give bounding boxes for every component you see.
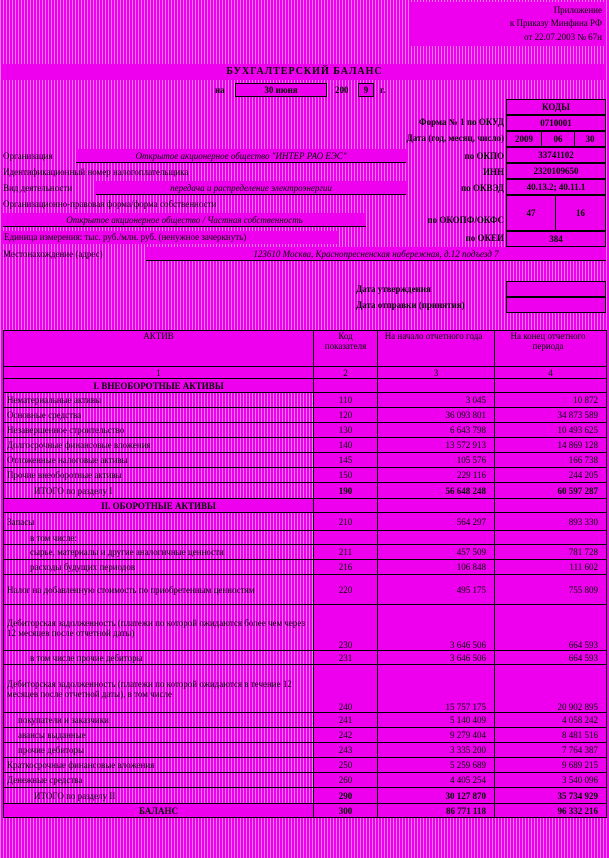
- okfs-code: 16: [555, 195, 606, 231]
- section-title: I. ВНЕОБОРОТНЫЕ АКТИВЫ: [4, 379, 314, 393]
- sending-date-label: Дата отправки (принятия): [356, 300, 465, 310]
- row-code: 110: [314, 393, 378, 408]
- header-code: Код показателя: [314, 331, 378, 367]
- org-label: Организация: [3, 151, 53, 161]
- row-start: 457 509: [378, 545, 495, 560]
- table-row: [4, 408, 607, 423]
- row-start: 9 279 404: [378, 728, 495, 743]
- address-value: 123610 Москва, Краснопресненская набережная, д.12 подъезд 7: [146, 247, 606, 261]
- including-label: в том числе:: [4, 531, 314, 545]
- units-label: Единица измерения: тыс. руб./млн. руб. (ненужное зачеркнуть): [3, 231, 338, 244]
- row-end: 781 728: [495, 545, 607, 560]
- row-name: покупатели и заказчики: [4, 713, 314, 728]
- row-end: 9 689 215: [495, 758, 607, 773]
- okei-label: по ОКЕИ: [465, 233, 504, 243]
- legal-form-value: Открытое акционерное общество / Частная собственность: [3, 213, 366, 227]
- balance-start: 86 771 118: [378, 804, 495, 818]
- total-end: 60 597 287: [495, 483, 607, 499]
- table-number-row: [4, 367, 607, 379]
- appendix-line-3: от 22.07.2003 № 67н: [524, 32, 602, 42]
- legal-form-label: Организационно-правовая форма/форма собственности: [3, 199, 217, 209]
- table-row: [4, 468, 607, 483]
- row-start: 5 140 409: [378, 713, 495, 728]
- row-end: 893 330: [495, 513, 607, 531]
- okpo-label: по ОКПО: [464, 151, 504, 161]
- row-start: 495 175: [378, 575, 495, 605]
- row-name: расходы будущих периодов: [4, 560, 314, 575]
- total-code: 190: [314, 483, 378, 499]
- row-name: Основные средства: [4, 408, 314, 423]
- row-name: Долгосрочные финансовые вложения: [4, 438, 314, 453]
- table-row: [4, 665, 607, 713]
- appendix-line-1: Приложение: [553, 5, 602, 15]
- row-start: 106 848: [378, 560, 495, 575]
- date-label: Дата (год, месяц, число): [406, 133, 504, 143]
- row-code: 243: [314, 743, 378, 758]
- row-code: 120: [314, 408, 378, 423]
- form-code: 0710001: [506, 115, 606, 131]
- codes-header: КОДЫ: [506, 99, 606, 115]
- approval-date-field: [506, 281, 606, 297]
- row-code: 150: [314, 468, 378, 483]
- table-row: [4, 560, 607, 575]
- row-end: 4 058 242: [495, 713, 607, 728]
- appendix-block: [410, 2, 606, 46]
- row-start: 6 643 798: [378, 423, 495, 438]
- header-start: На начало отчетного года: [378, 331, 495, 367]
- section-row: [4, 379, 607, 393]
- col-number-4: 4: [495, 367, 607, 379]
- inn-short-label: ИНН: [482, 167, 504, 177]
- table-row: [4, 453, 607, 468]
- row-name: Прочие внеоборотные активы: [4, 468, 314, 483]
- table-row: [4, 605, 607, 651]
- row-start: 105 576: [378, 453, 495, 468]
- address-label: Местонахождение (адрес): [3, 249, 103, 259]
- row-end: 14 869 128: [495, 438, 607, 453]
- period-year-digit: 9: [358, 83, 374, 97]
- row-end: 10 872: [495, 393, 607, 408]
- okpo-code: 33741102: [506, 147, 606, 163]
- balance-row: [4, 804, 607, 818]
- okopf-label: по ОКОПФ/ОКФС: [427, 215, 504, 225]
- row-end: 166 738: [495, 453, 607, 468]
- table-row: [4, 575, 607, 605]
- row-start: 3 646 506: [378, 651, 495, 665]
- table-row: [4, 713, 607, 728]
- row-start: 15 757 175: [378, 665, 495, 713]
- row-start: 13 572 913: [378, 438, 495, 453]
- row-code: 216: [314, 560, 378, 575]
- row-code: 211: [314, 545, 378, 560]
- row-name: в том числе прочие дебиторы: [4, 651, 314, 665]
- col-number-1: 1: [4, 367, 314, 379]
- row-name: Дебиторская задолженность (платежи по которой ожидаются в течение 12 месяцев после отчетной даты), в том числе: [4, 665, 314, 713]
- balance-table: [3, 330, 607, 818]
- col-number-3: 3: [378, 367, 495, 379]
- table-row: [4, 758, 607, 773]
- table-row: [4, 513, 607, 531]
- row-end: 8 481 516: [495, 728, 607, 743]
- row-end: 20 902 895: [495, 665, 607, 713]
- row-end: 664 593: [495, 651, 607, 665]
- row-name: Налог на добавленную стоимость по приобретенным ценностям: [4, 575, 314, 605]
- row-code: 130: [314, 423, 378, 438]
- row-code: 145: [314, 453, 378, 468]
- table-row: [4, 393, 607, 408]
- table-row: [4, 423, 607, 438]
- header-asset: АКТИВ: [4, 331, 314, 367]
- table-row: [4, 438, 607, 453]
- total-start: 56 648 248: [378, 483, 495, 499]
- period-prefix: на: [215, 85, 225, 95]
- row-name: Краткосрочные финансовые вложения: [4, 758, 314, 773]
- table-row: [4, 728, 607, 743]
- col-number-2: 2: [314, 367, 378, 379]
- activity-label: Вид деятельности: [3, 183, 73, 193]
- total-row: [4, 483, 607, 499]
- okved-code: 40.13.2; 40.11.1: [506, 179, 606, 195]
- activity-value: передача и распределение электроэнергии: [96, 181, 406, 195]
- table-row: [4, 531, 607, 545]
- row-end: 10 493 625: [495, 423, 607, 438]
- row-code: 240: [314, 665, 378, 713]
- row-end: 34 873 589: [495, 408, 607, 423]
- balance-code: 300: [314, 804, 378, 818]
- row-start: 4 405 254: [378, 773, 495, 788]
- date-day: 30: [574, 131, 606, 147]
- form-label: Форма № 1 по ОКУД: [418, 117, 504, 127]
- okved-label: по ОКВЭД: [460, 183, 504, 193]
- row-name: Денежные средства: [4, 773, 314, 788]
- table-header-row: [4, 331, 607, 367]
- inn-value: 2320109650: [506, 163, 606, 179]
- table-row: [4, 773, 607, 788]
- total-name: ИТОГО по разделу II: [4, 788, 314, 804]
- row-start: 3 335 200: [378, 743, 495, 758]
- org-value: Открытое акционерное общество "ИНТЕР РАО ЕЭС": [76, 149, 406, 163]
- balance-name: БАЛАНС: [4, 804, 314, 818]
- row-code: 250: [314, 758, 378, 773]
- row-code: 260: [314, 773, 378, 788]
- row-name: Отложенные налоговые активы: [4, 453, 314, 468]
- table-row: [4, 743, 607, 758]
- row-code: 242: [314, 728, 378, 743]
- date-year: 2009: [506, 131, 542, 147]
- row-start: 3 045: [378, 393, 495, 408]
- total-start: 30 127 870: [378, 788, 495, 804]
- header-end: На конец отчетного периода: [495, 331, 607, 367]
- row-name: Запасы: [4, 513, 314, 531]
- total-row: [4, 788, 607, 804]
- date-month: 06: [541, 131, 575, 147]
- page-title: БУХГАЛТЕРСКИЙ БАЛАНС: [3, 64, 606, 80]
- table-row: [4, 651, 607, 665]
- row-start: 36 093 801: [378, 408, 495, 423]
- table-row: [4, 545, 607, 560]
- approval-date-label: Дата утверждения: [356, 284, 431, 294]
- row-end: 244 205: [495, 468, 607, 483]
- appendix-line-2: к Приказу Минфина РФ: [509, 18, 602, 28]
- okei-code: 384: [506, 231, 606, 247]
- row-end: 7 764 387: [495, 743, 607, 758]
- row-name: сырье, материалы и другие аналогичные ценности: [4, 545, 314, 560]
- row-end: 664 593: [495, 605, 607, 651]
- row-name: авансы выданные: [4, 728, 314, 743]
- row-code: 230: [314, 605, 378, 651]
- row-code: 220: [314, 575, 378, 605]
- row-start: 229 116: [378, 468, 495, 483]
- row-start: 3 646 506: [378, 605, 495, 651]
- period-date: 30 июня: [235, 83, 327, 97]
- period-suffix: г.: [380, 85, 386, 95]
- row-end: 111 602: [495, 560, 607, 575]
- okopf-code: 47: [506, 195, 556, 231]
- section-title: II. ОБОРОТНЫЕ АКТИВЫ: [4, 499, 314, 513]
- row-end: 3 540 096: [495, 773, 607, 788]
- row-code: 231: [314, 651, 378, 665]
- row-name: Незавершенное строительство: [4, 423, 314, 438]
- row-code: 210: [314, 513, 378, 531]
- section-row: [4, 499, 607, 513]
- row-name: Дебиторская задолженность (платежи по которой ожидаются более чем через 12 месяцев после отчетной даты): [4, 605, 314, 651]
- row-name: прочие дебиторы: [4, 743, 314, 758]
- row-code: 241: [314, 713, 378, 728]
- row-code: 140: [314, 438, 378, 453]
- row-start: 564 297: [378, 513, 495, 531]
- row-start: 5 259 689: [378, 758, 495, 773]
- total-code: 290: [314, 788, 378, 804]
- row-end: 755 809: [495, 575, 607, 605]
- balance-end: 96 332 216: [495, 804, 607, 818]
- sending-date-field: [506, 297, 606, 313]
- total-end: 35 734 929: [495, 788, 607, 804]
- inn-label: Идентификационный номер налогоплательщика: [3, 167, 189, 177]
- period-year-prefix: 200: [335, 85, 349, 95]
- total-name: ИТОГО по разделу I: [4, 483, 314, 499]
- row-name: Нематериальные активы: [4, 393, 314, 408]
